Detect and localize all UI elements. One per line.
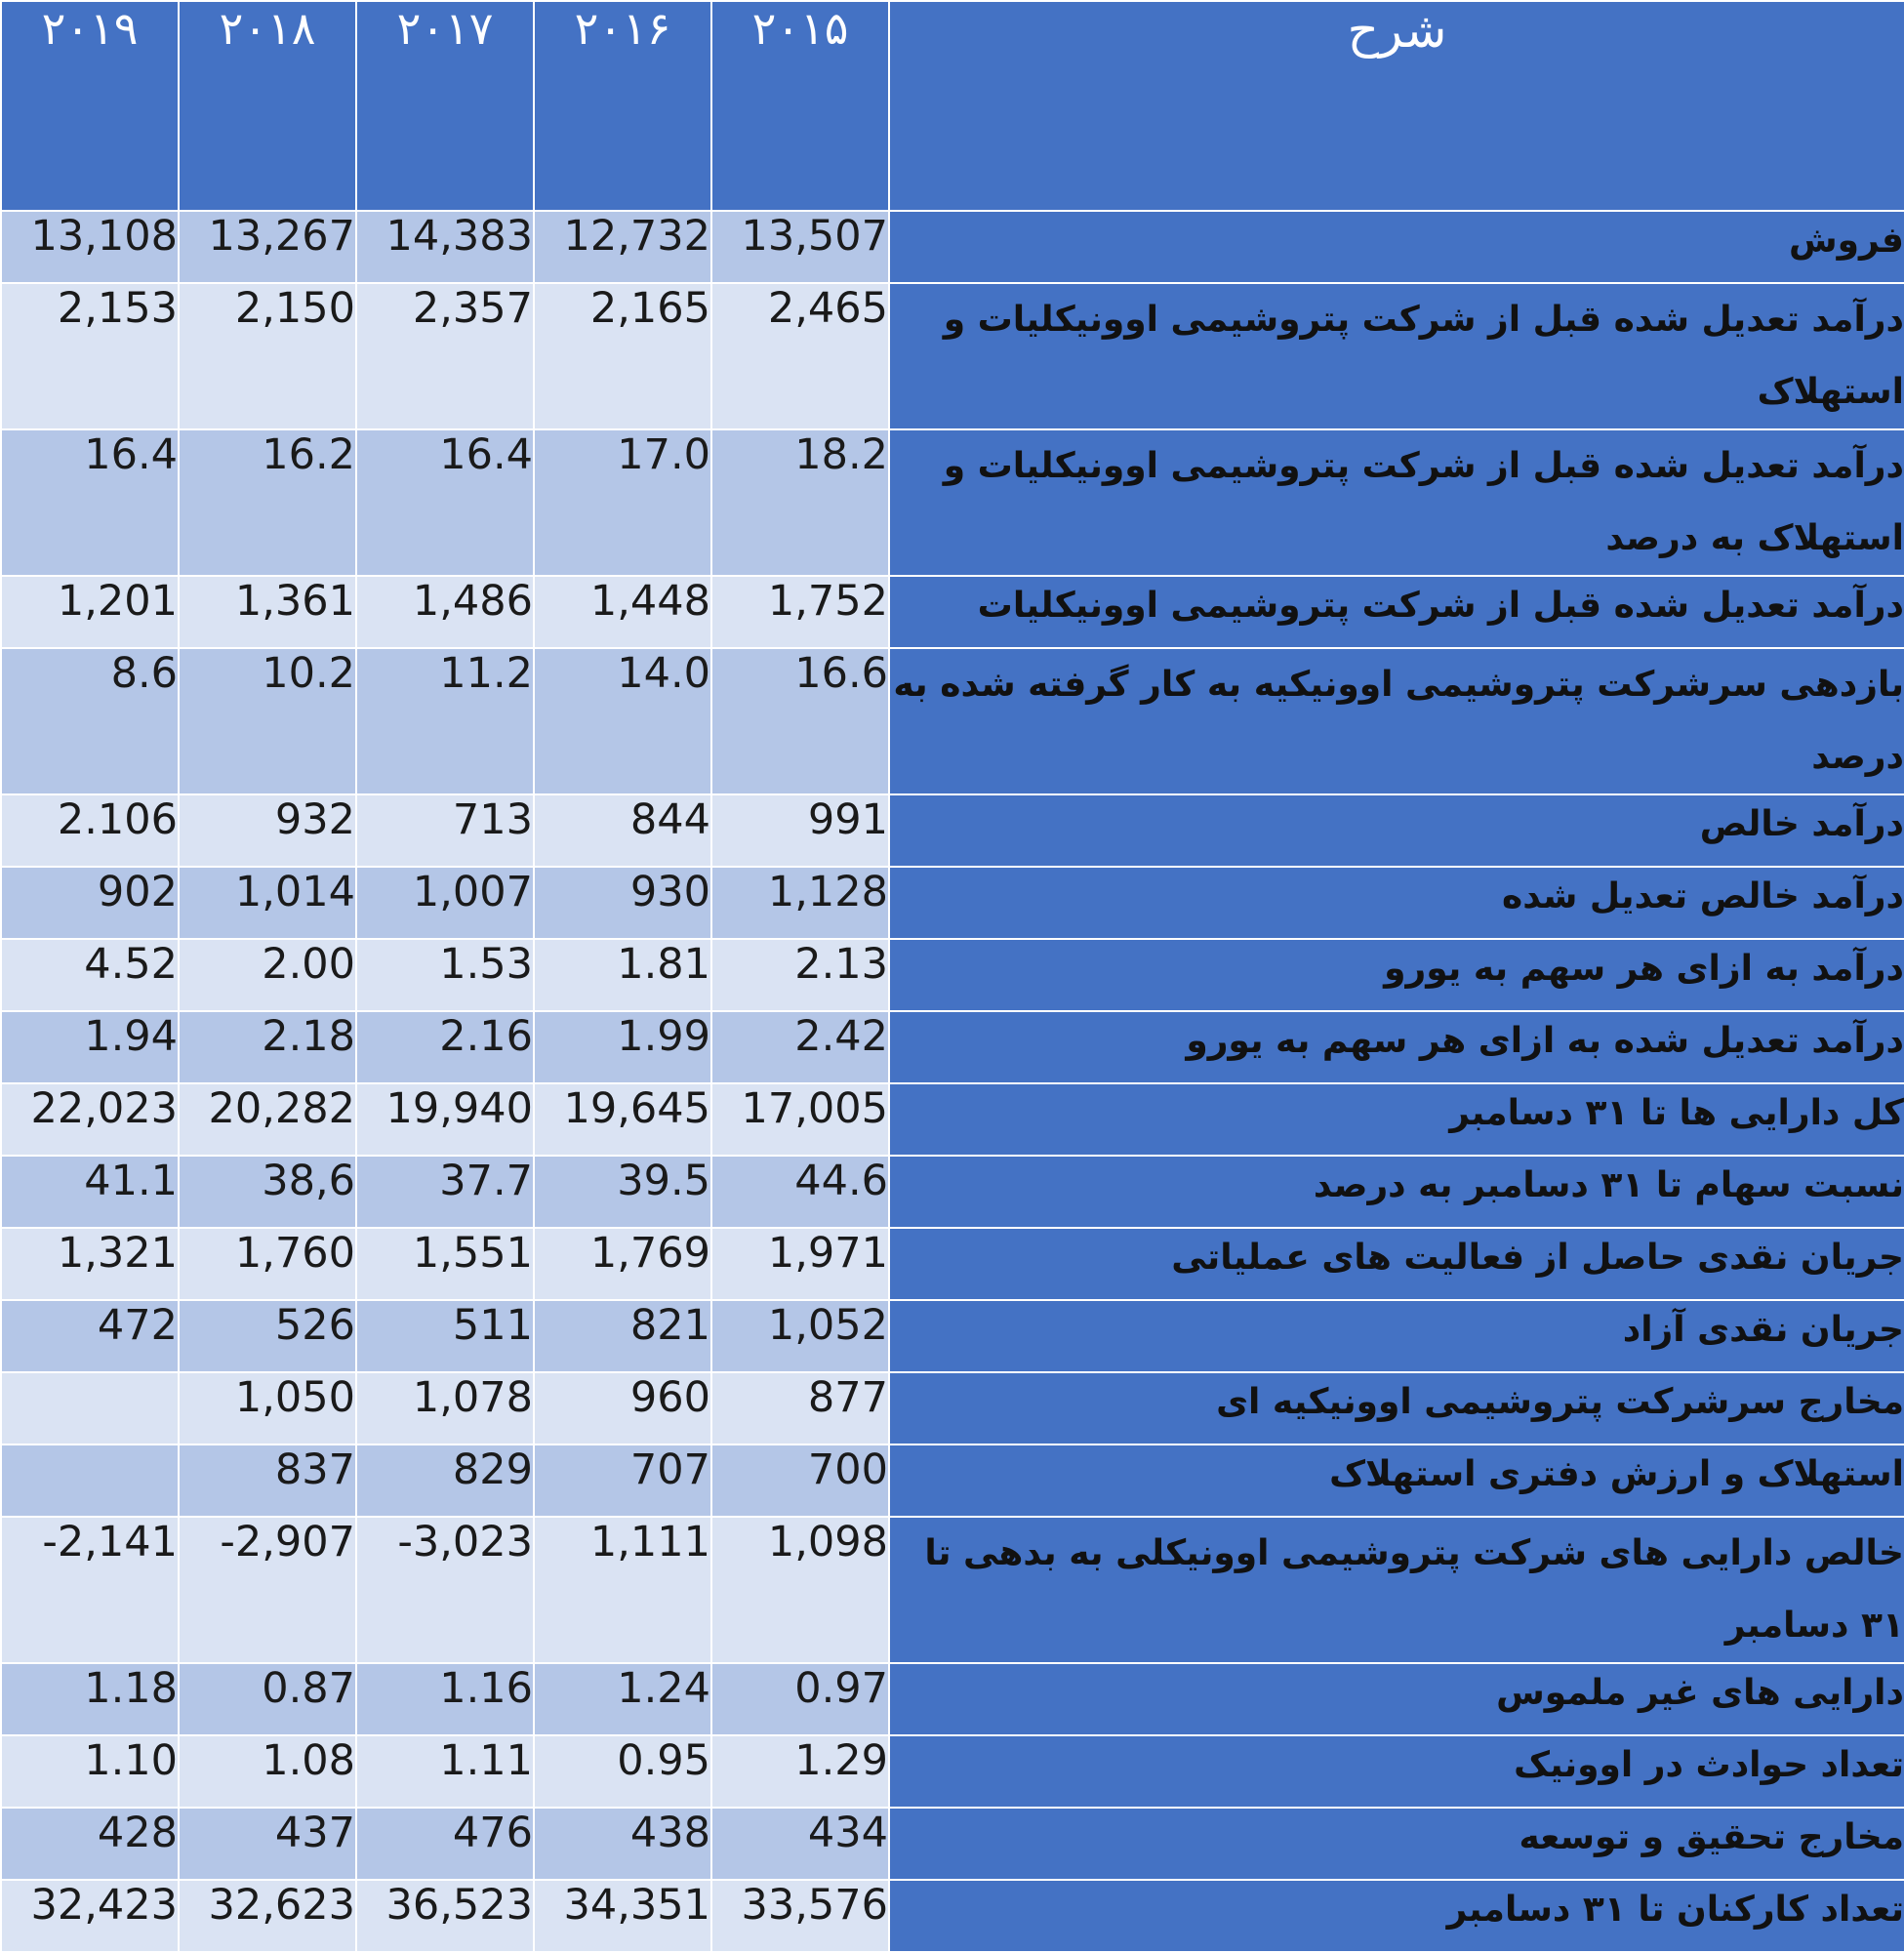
- value-cell: 22,023: [1, 1083, 179, 1156]
- value-cell: 526: [179, 1300, 356, 1372]
- table-row: [1, 429, 1904, 576]
- table-row: [1, 1517, 1904, 1663]
- value-cell: 13,507: [711, 211, 889, 283]
- value-cell: 437: [179, 1808, 356, 1880]
- row-label: جریان نقدی حاصل از فعالیت های عملیاتی: [889, 1228, 1904, 1300]
- value-cell: 0.95: [534, 1735, 711, 1808]
- value-cell: 14.0: [534, 648, 711, 794]
- row-label: مخارج سرشرکت پتروشیمی اوونیکیه ای: [889, 1372, 1904, 1444]
- value-cell: 713: [356, 794, 534, 867]
- table-row: [1, 1372, 1904, 1444]
- year-header-2017: ۲۰۱۷: [356, 1, 534, 211]
- value-cell: 13,267: [179, 211, 356, 283]
- value-cell: [1, 1372, 179, 1444]
- value-cell: 428: [1, 1808, 179, 1880]
- value-cell: 877: [711, 1372, 889, 1444]
- value-cell: 13,108: [1, 211, 179, 283]
- table-row: [1, 939, 1904, 1011]
- value-cell: 2.18: [179, 1011, 356, 1083]
- table-row: [1, 1735, 1904, 1808]
- value-cell: 1,078: [356, 1372, 534, 1444]
- table-row: [1, 1156, 1904, 1228]
- value-cell: 16.2: [179, 429, 356, 576]
- value-cell: 11.2: [356, 648, 534, 794]
- value-cell: [1, 1444, 179, 1517]
- value-cell: 1,014: [179, 867, 356, 939]
- value-cell: 1,050: [179, 1372, 356, 1444]
- row-label: فروش: [889, 211, 1904, 283]
- value-cell: 700: [711, 1444, 889, 1517]
- value-cell: 19,645: [534, 1083, 711, 1156]
- value-cell: 1,201: [1, 576, 179, 648]
- table-row: [1, 648, 1904, 794]
- row-label: بازدهی سرشرکت پتروشیمی اوونیکیه به کار گرفته شده به درصد: [889, 648, 1904, 794]
- table-row: [1, 1228, 1904, 1300]
- value-cell: -3,023: [356, 1517, 534, 1663]
- value-cell: 1.18: [1, 1663, 179, 1735]
- value-cell: 0.97: [711, 1663, 889, 1735]
- value-cell: 1,111: [534, 1517, 711, 1663]
- row-label: نسبت سهام تا ۳۱ دسامبر به درصد: [889, 1156, 1904, 1228]
- value-cell: 32,423: [1, 1880, 179, 1952]
- value-cell: 2,150: [179, 283, 356, 429]
- year-header-2019: ۲۰۱۹: [1, 1, 179, 211]
- value-cell: 37.7: [356, 1156, 534, 1228]
- value-cell: 2,465: [711, 283, 889, 429]
- table-row: [1, 1011, 1904, 1083]
- value-cell: 1.08: [179, 1735, 356, 1808]
- row-label: تعداد حوادث در اوونیک: [889, 1735, 1904, 1808]
- value-cell: 1.53: [356, 939, 534, 1011]
- value-cell: 41.1: [1, 1156, 179, 1228]
- value-cell: 0.87: [179, 1663, 356, 1735]
- row-label: مخارج تحقیق و توسعه: [889, 1808, 1904, 1880]
- value-cell: 1,007: [356, 867, 534, 939]
- value-cell: 476: [356, 1808, 534, 1880]
- value-cell: 17.0: [534, 429, 711, 576]
- value-cell: -2,141: [1, 1517, 179, 1663]
- year-header-2016: ۲۰۱۶: [534, 1, 711, 211]
- value-cell: 2.106: [1, 794, 179, 867]
- value-cell: 1.16: [356, 1663, 534, 1735]
- table-row: [1, 1880, 1904, 1952]
- row-label: درآمد تعدیل شده قبل از شرکت پتروشیمی اوونیکلیات و استهلاک: [889, 283, 1904, 429]
- value-cell: 1,361: [179, 576, 356, 648]
- value-cell: 39.5: [534, 1156, 711, 1228]
- value-cell: 1.29: [711, 1735, 889, 1808]
- value-cell: 991: [711, 794, 889, 867]
- row-label: تعداد کارکنان تا ۳۱ دسامبر: [889, 1880, 1904, 1952]
- value-cell: 2.13: [711, 939, 889, 1011]
- value-cell: 960: [534, 1372, 711, 1444]
- value-cell: 930: [534, 867, 711, 939]
- value-cell: 844: [534, 794, 711, 867]
- value-cell: 19,940: [356, 1083, 534, 1156]
- value-cell: 36,523: [356, 1880, 534, 1952]
- value-cell: 1.81: [534, 939, 711, 1011]
- value-cell: 38,6: [179, 1156, 356, 1228]
- row-label: درآمد تعدیل شده قبل از شرکت پتروشیمی اوونیکلیات: [889, 576, 1904, 648]
- row-label: استهلاک و ارزش دفتری استهلاک: [889, 1444, 1904, 1517]
- value-cell: 2,357: [356, 283, 534, 429]
- value-cell: 1.24: [534, 1663, 711, 1735]
- value-cell: 1.99: [534, 1011, 711, 1083]
- value-cell: 1,760: [179, 1228, 356, 1300]
- value-cell: 2.42: [711, 1011, 889, 1083]
- table-row: [1, 576, 1904, 648]
- value-cell: 18.2: [711, 429, 889, 576]
- value-cell: 12,732: [534, 211, 711, 283]
- value-cell: 1.11: [356, 1735, 534, 1808]
- value-cell: 1,551: [356, 1228, 534, 1300]
- value-cell: 472: [1, 1300, 179, 1372]
- value-cell: 8.6: [1, 648, 179, 794]
- value-cell: -2,907: [179, 1517, 356, 1663]
- table-row: [1, 1300, 1904, 1372]
- value-cell: 16.6: [711, 648, 889, 794]
- value-cell: 1,971: [711, 1228, 889, 1300]
- value-cell: 511: [356, 1300, 534, 1372]
- value-cell: 1,052: [711, 1300, 889, 1372]
- table-row: [1, 1663, 1904, 1735]
- row-label: خالص دارایی های شرکت پتروشیمی اوونیکلی به بدهی تا ۳۱ دسامبر: [889, 1517, 1904, 1663]
- value-cell: 821: [534, 1300, 711, 1372]
- value-cell: 1,486: [356, 576, 534, 648]
- value-cell: 1.94: [1, 1011, 179, 1083]
- value-cell: 2,165: [534, 283, 711, 429]
- value-cell: 1,769: [534, 1228, 711, 1300]
- value-cell: 1.10: [1, 1735, 179, 1808]
- value-cell: 707: [534, 1444, 711, 1517]
- value-cell: 829: [356, 1444, 534, 1517]
- value-cell: 33,576: [711, 1880, 889, 1952]
- table-row: [1, 211, 1904, 283]
- table-row: [1, 283, 1904, 429]
- description-header: شرح: [889, 1, 1904, 211]
- table-row: [1, 867, 1904, 939]
- table-row: [1, 1083, 1904, 1156]
- year-header-2015: ۲۰۱۵: [711, 1, 889, 211]
- value-cell: 1,752: [711, 576, 889, 648]
- value-cell: 14,383: [356, 211, 534, 283]
- table-row: [1, 1444, 1904, 1517]
- row-label: درآمد تعدیل شده قبل از شرکت پتروشیمی اوونیکلیات و استهلاک به درصد: [889, 429, 1904, 576]
- value-cell: 10.2: [179, 648, 356, 794]
- row-label: درآمد تعدیل شده به ازای هر سهم به یورو: [889, 1011, 1904, 1083]
- value-cell: 1,448: [534, 576, 711, 648]
- value-cell: 932: [179, 794, 356, 867]
- value-cell: 16.4: [1, 429, 179, 576]
- value-cell: 16.4: [356, 429, 534, 576]
- value-cell: 902: [1, 867, 179, 939]
- value-cell: 44.6: [711, 1156, 889, 1228]
- value-cell: 438: [534, 1808, 711, 1880]
- value-cell: 2.00: [179, 939, 356, 1011]
- row-label: کل دارایی ها تا ۳۱ دسامبر: [889, 1083, 1904, 1156]
- table-row: [1, 794, 1904, 867]
- value-cell: 1,321: [1, 1228, 179, 1300]
- table-row: [1, 1808, 1904, 1880]
- value-cell: 434: [711, 1808, 889, 1880]
- row-label: دارایی های غیر ملموس: [889, 1663, 1904, 1735]
- value-cell: 1,098: [711, 1517, 889, 1663]
- row-label: درآمد خالص تعدیل شده: [889, 867, 1904, 939]
- value-cell: 1,128: [711, 867, 889, 939]
- value-cell: 837: [179, 1444, 356, 1517]
- value-cell: 20,282: [179, 1083, 356, 1156]
- value-cell: 17,005: [711, 1083, 889, 1156]
- row-label: درآمد به ازای هر سهم به یورو: [889, 939, 1904, 1011]
- row-label: درآمد خالص: [889, 794, 1904, 867]
- year-header-2018: ۲۰۱۸: [179, 1, 356, 211]
- value-cell: 4.52: [1, 939, 179, 1011]
- value-cell: 2,153: [1, 283, 179, 429]
- row-label: جریان نقدی آزاد: [889, 1300, 1904, 1372]
- value-cell: 2.16: [356, 1011, 534, 1083]
- header-row: [1, 1, 1904, 211]
- value-cell: 32,623: [179, 1880, 356, 1952]
- value-cell: 34,351: [534, 1880, 711, 1952]
